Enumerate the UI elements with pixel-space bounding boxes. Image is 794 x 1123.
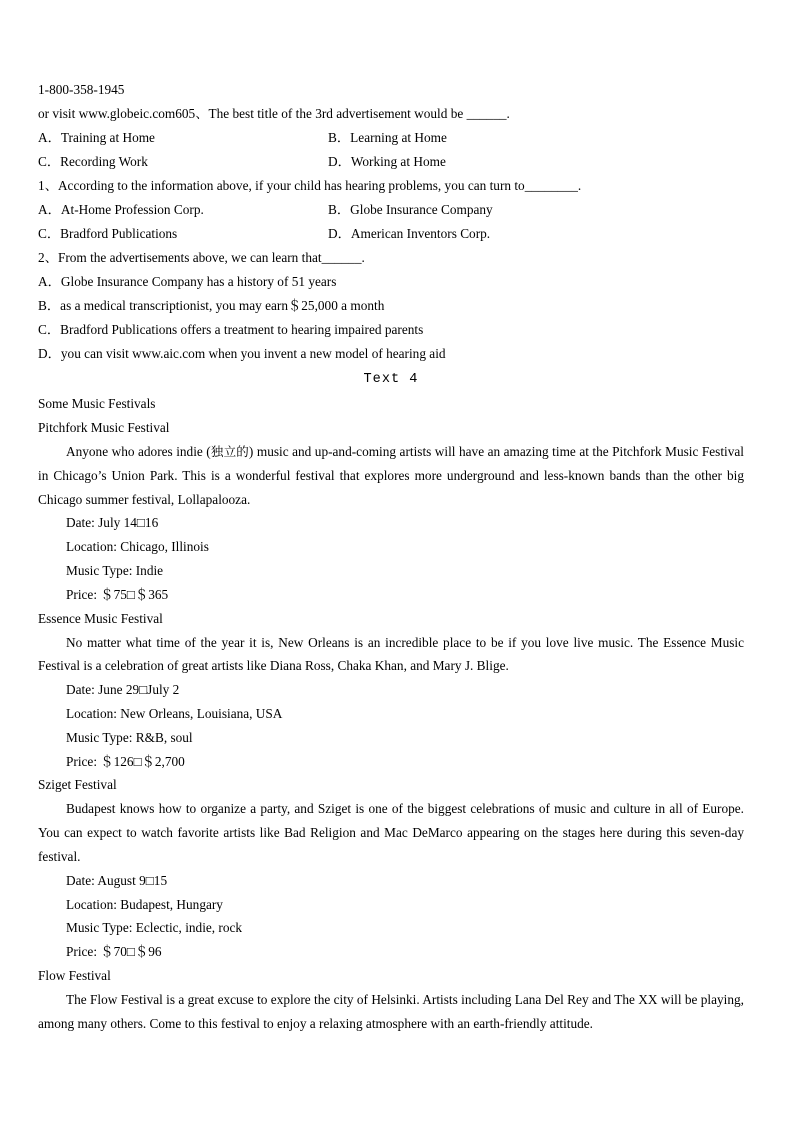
- festival-title: Essence Music Festival: [38, 610, 163, 626]
- festival-paragraph: The Flow Festival is a great excuse to explore the city of Helsinki. Artists including Lana Del Rey and The XX will be playing, among many others. Come to this festival to enjoy a relaxing atmosphere with an earth-friendly attitude.: [38, 991, 744, 1031]
- festival-detail: Date: August 9□15: [66, 872, 168, 888]
- q1-option-b[interactable]: B．Globe Insurance Company: [328, 202, 493, 217]
- festival-detail: Location: Budapest, Hungary: [66, 896, 223, 912]
- q2-option-b[interactable]: B．as a medical transcriptionist, you may earn＄25,000 a month: [38, 298, 385, 313]
- festival-detail: Location: Chicago, Illinois: [66, 539, 209, 555]
- option-row: [38, 222, 744, 246]
- festival-paragraph: [38, 440, 744, 511]
- option-row: [38, 198, 744, 222]
- festival-detail: Price: ＄70□＄96: [66, 944, 162, 960]
- festival-detail: Music Type: R&B, soul: [66, 729, 193, 745]
- q1-option-d[interactable]: D．American Inventors Corp.: [328, 226, 491, 241]
- question-1-stem: 1、According to the information above, if your child has hearing problems, you can turn to________.: [38, 178, 582, 193]
- text-heading: Text 4: [363, 372, 419, 387]
- q2-option-d[interactable]: D．you can visit www.aic.com when you invent a new model of hearing aid: [38, 346, 446, 361]
- option-row: [38, 150, 744, 174]
- festival-detail: Location: New Orleans, Louisiana, USA: [66, 705, 283, 721]
- festival-detail: Music Type: Eclectic, indie, rock: [66, 920, 243, 936]
- festival-title: Sziget Festival: [38, 777, 117, 793]
- festival-detail: Music Type: Indie: [66, 562, 164, 578]
- q1-option-a[interactable]: A．At-Home Profession Corp.: [38, 202, 204, 217]
- festival-title: Pitchfork Music Festival: [38, 420, 170, 435]
- option-c[interactable]: C．Recording Work: [38, 154, 148, 169]
- festival-paragraph: No matter what time of the year it is, New Orleans is an incredible place to be if you love live music. The Essence Music Festival is a celebration of great artists like Diana Ross, Chaka Khan, and Mary J. Blige.: [38, 634, 744, 674]
- paragraph-cjk-gloss: 独立的: [210, 444, 249, 459]
- option-a[interactable]: A．Training at Home: [38, 130, 155, 145]
- intro-line: or visit www.globeic.com605、The best title of the 3rd advertisement would be ______.: [38, 106, 510, 121]
- festival-title: Flow Festival: [38, 967, 111, 983]
- section-title: Some Music Festivals: [38, 396, 156, 411]
- phone-number: 1-800-358-1945: [38, 82, 125, 97]
- option-b[interactable]: B．Learning at Home: [328, 130, 447, 145]
- q1-option-c[interactable]: C．Bradford Publications: [38, 226, 178, 241]
- paragraph-post: ) music and up-and-coming artists will have an amazing time at the Pitchfork Music Festival in Chicago’s Union Park. This is a wonderful festival that explores more underground and less-known bands than the other big Chicago summer festival, Lollapalooza.: [38, 444, 744, 507]
- festival-detail: Price: ＄126□＄2,700: [66, 753, 185, 769]
- festival-detail: Date: June 29□July 2: [66, 682, 180, 698]
- festival-detail: Date: July 14□16: [66, 515, 159, 531]
- option-d[interactable]: D．Working at Home: [328, 154, 446, 169]
- paragraph-pre: Anyone who adores indie (: [66, 444, 211, 459]
- option-row: [38, 126, 744, 150]
- question-2-stem: 2、From the advertisements above, we can learn that______.: [38, 250, 365, 265]
- q2-option-a[interactable]: A．Globe Insurance Company has a history of 51 years: [38, 274, 337, 289]
- festival-paragraph: Budapest knows how to organize a party, and Sziget is one of the biggest celebrations of music and culture in all of Europe. You can expect to watch favorite artists like Bad Religion and Mac DeMarco appearing on the stages here during this seven-day festival.: [38, 801, 744, 864]
- q2-option-c[interactable]: C．Bradford Publications offers a treatment to hearing impaired parents: [38, 322, 424, 337]
- festival-detail: Price: ＄75□＄365: [66, 586, 169, 602]
